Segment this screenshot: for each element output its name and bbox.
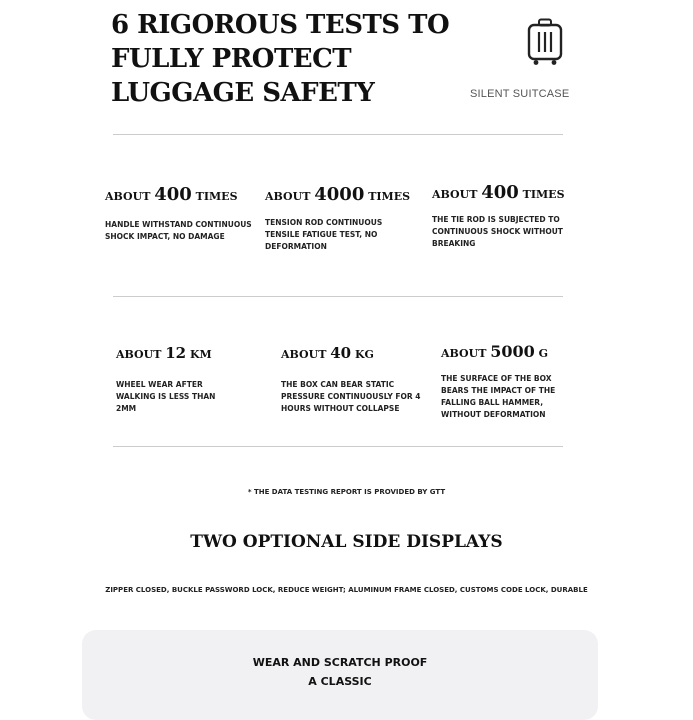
stat-description: TENSION ROD CONTINUOUS TENSILE FATIGUE TEST, NO DEFORMATION	[265, 218, 383, 251]
stat-ball-hammer	[441, 342, 591, 421]
stat-heading: ABOUT 12 KM	[116, 344, 212, 362]
panel-heading: WEAR AND SCRATCH PROOF	[252, 656, 428, 669]
headline-line-2: FULLY PROTECT	[111, 44, 352, 74]
headline-line-1: 6 RIGOROUS TESTS TO	[111, 10, 450, 40]
divider-top	[113, 134, 563, 135]
stat-handle	[105, 184, 255, 243]
headline-line-3: LUGGAGE SAFETY	[111, 78, 375, 108]
stat-description: THE BOX CAN BEAR STATIC PRESSURE CONTINUOUSLY FOR 4 HOURS WITHOUT COLLAPSE	[281, 380, 421, 413]
brand-name: SILENT SUITCASE	[470, 88, 570, 100]
stat-tension-rod	[265, 184, 415, 253]
stat-heading: ABOUT 400 TIMES	[105, 184, 238, 205]
feature-panel	[82, 630, 598, 720]
stat-description: THE SURFACE OF THE BOX BEARS THE IMPACT OF THE FALLING BALL HAMMER, WITHOUT DEFORMATION	[441, 374, 556, 419]
panel-subheading: A CLASSIC	[308, 675, 372, 688]
footnote: * THE DATA TESTING REPORT IS PROVIDED BY GTT	[247, 488, 446, 496]
stat-heading: ABOUT 4000 TIMES	[265, 184, 411, 205]
stat-heading: ABOUT 5000 G	[441, 342, 549, 361]
stat-tie-rod	[432, 182, 582, 250]
stat-static-pressure	[281, 344, 431, 415]
stat-description: THE TIE ROD IS SUBJECTED TO CONTINUOUS SHOCK WITHOUT BREAKING	[432, 215, 563, 248]
divider-bottom	[113, 446, 563, 447]
stat-wheel-wear	[116, 344, 266, 415]
stat-heading: ABOUT 400 TIMES	[432, 182, 565, 203]
divider-middle	[113, 296, 563, 297]
section-title: TWO OPTIONAL SIDE DISPLAYS	[190, 532, 503, 552]
suitcase-icon	[527, 18, 563, 66]
stat-description: WHEEL WEAR AFTER WALKING IS LESS THAN 2MM	[116, 380, 216, 413]
section-subline: ZIPPER CLOSED, BUCKLE PASSWORD LOCK, REDUCE WEIGHT; ALUMINUM FRAME CLOSED, CUSTOMS CODE LOCK, DURABLE	[105, 586, 588, 594]
headline	[111, 8, 450, 110]
stat-heading: ABOUT 40 KG	[281, 344, 374, 362]
stat-description: HANDLE WITHSTAND CONTINUOUS SHOCK IMPACT, NO DAMAGE	[105, 220, 252, 241]
